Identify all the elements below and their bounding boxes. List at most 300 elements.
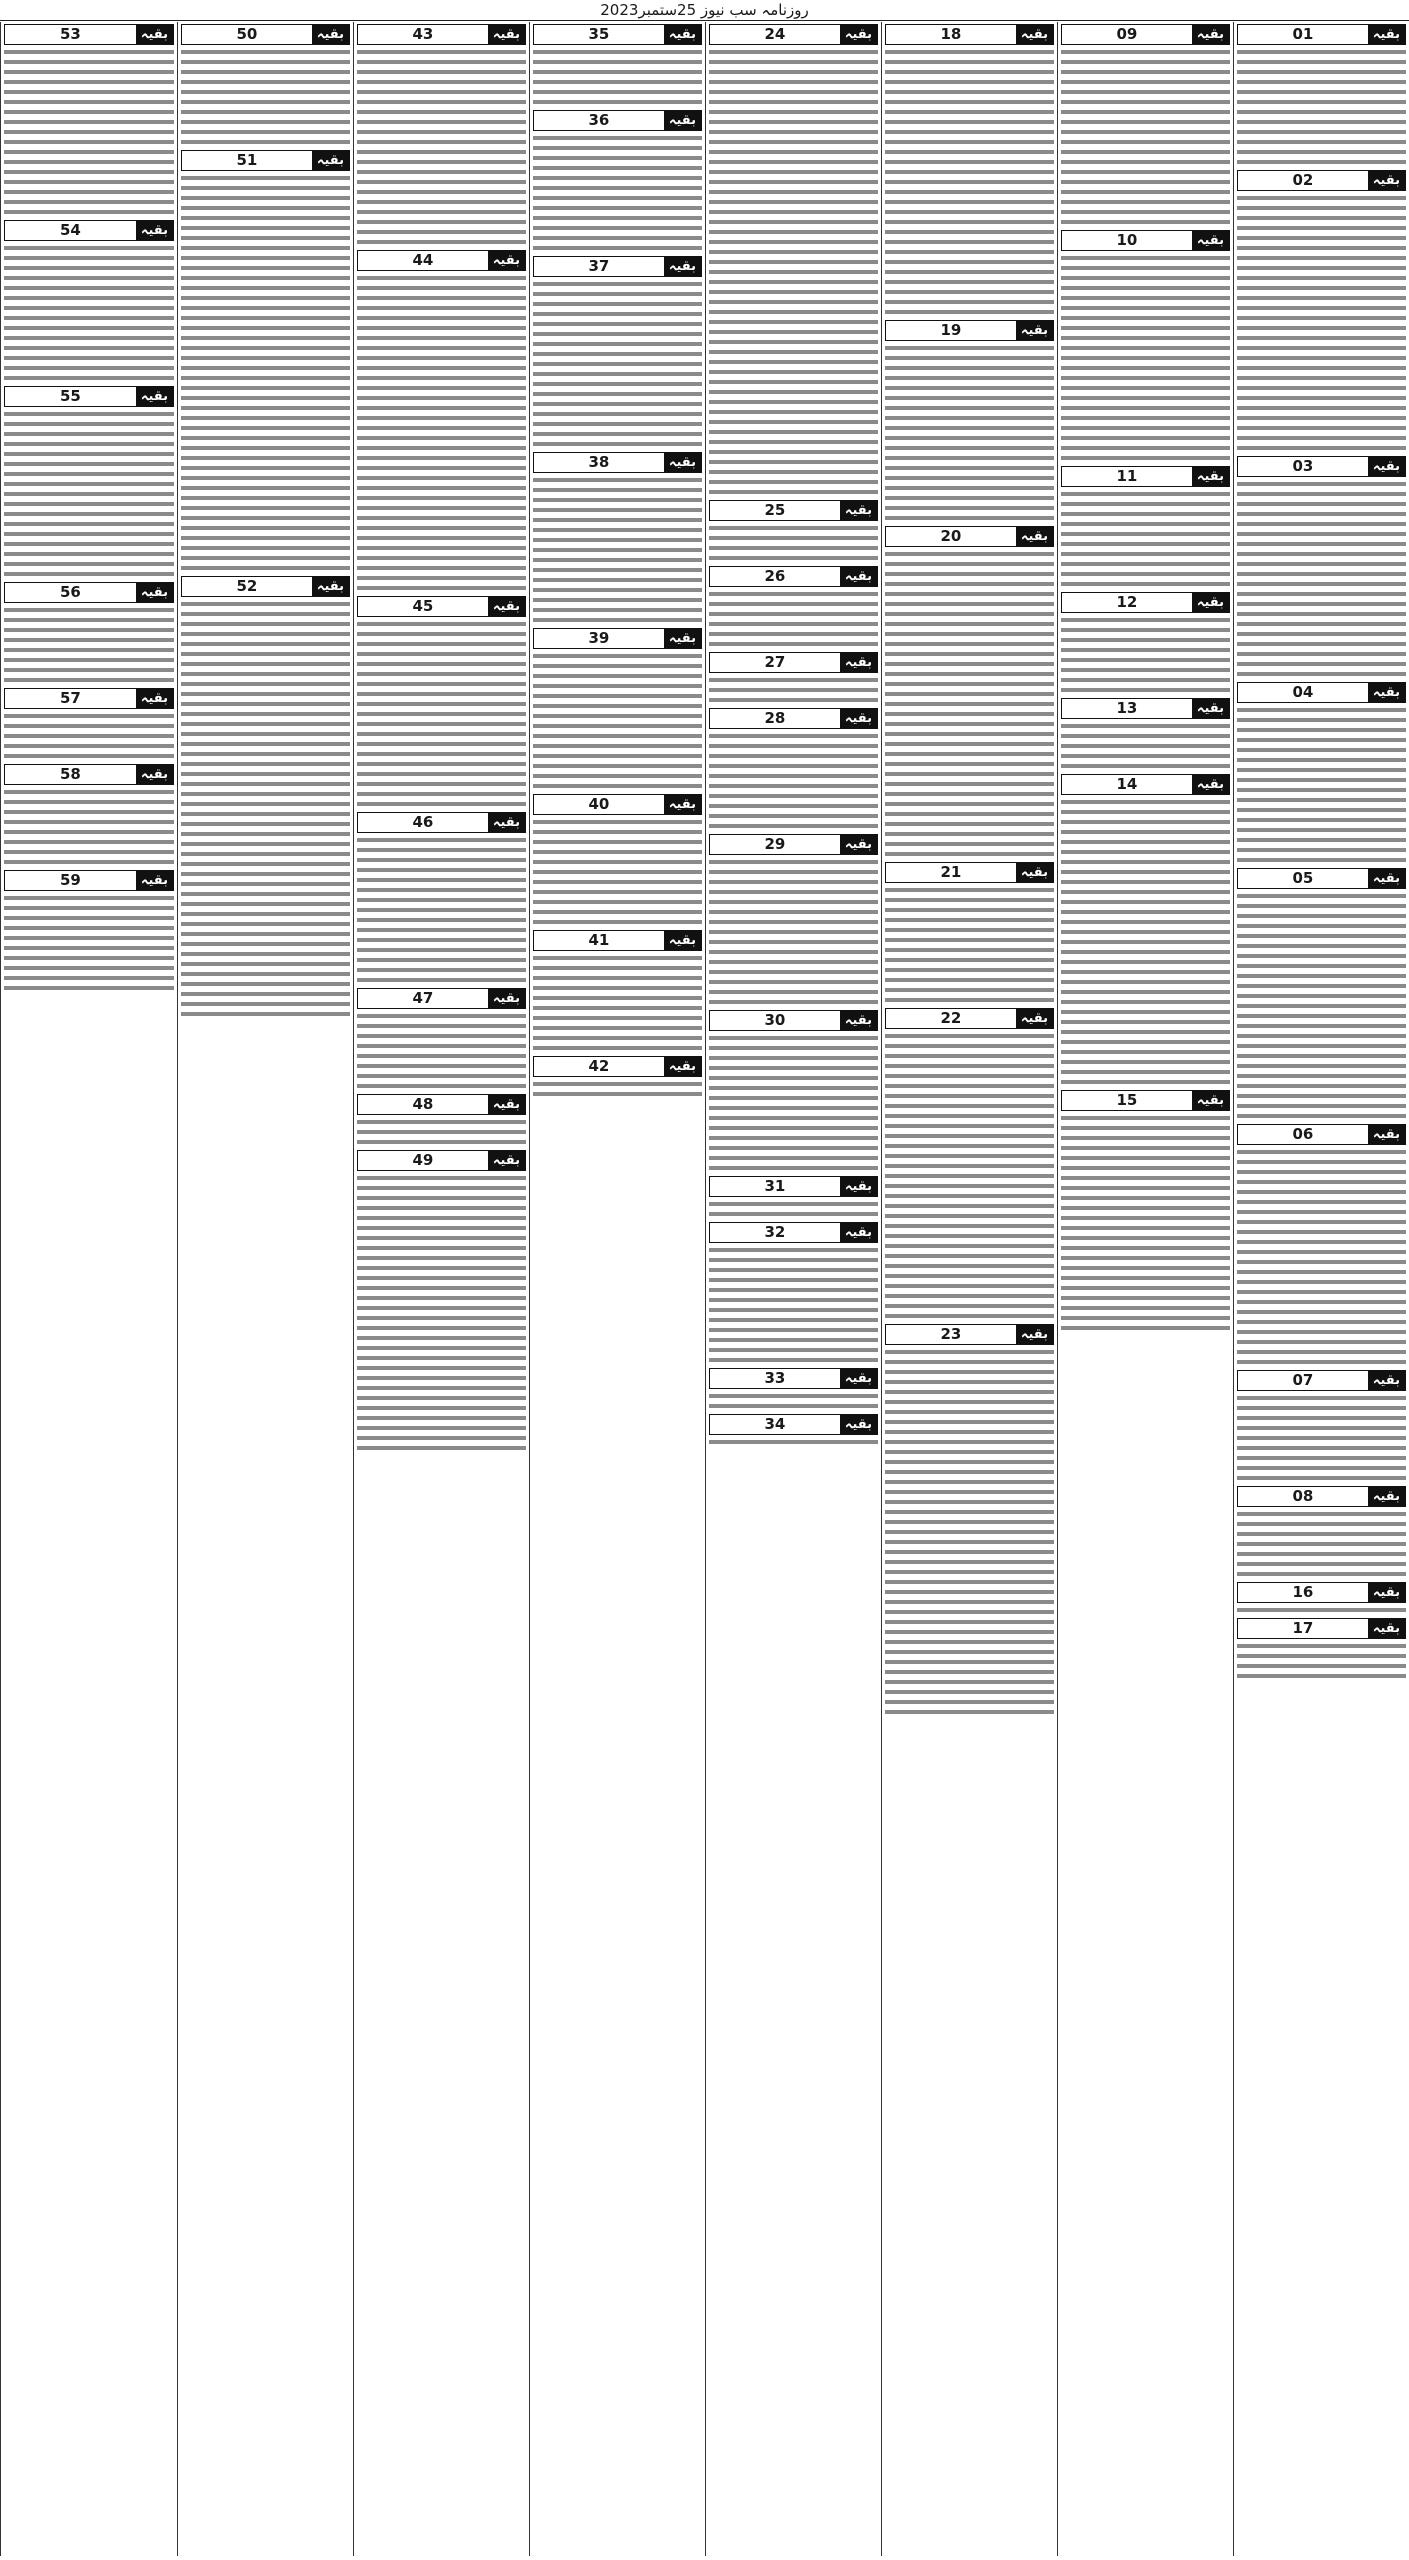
continuation-number: 18 [886, 25, 1016, 44]
baqiya-label: بقیہ [488, 1151, 525, 1170]
continuation-box-41 [533, 930, 702, 1054]
continuation-box-36 [533, 110, 702, 254]
baqiya-label: بقیہ [1368, 1125, 1405, 1144]
article-text-block [885, 344, 1054, 524]
continuation-number: 36 [534, 111, 664, 130]
continuation-number: 37 [534, 257, 664, 276]
article-text-block [885, 886, 1054, 1006]
continuation-header [533, 24, 702, 45]
continuation-number: 47 [358, 989, 488, 1008]
continuation-box-08 [1237, 1486, 1406, 1580]
continuation-number: 26 [710, 567, 840, 586]
continuation-box-09 [1061, 24, 1230, 228]
article-text-block [709, 1392, 878, 1412]
continuation-box-25 [709, 500, 878, 564]
article-text-block [4, 244, 174, 384]
baqiya-label: بقیہ [1016, 527, 1053, 546]
continuation-number: 15 [1062, 1091, 1192, 1110]
baqiya-label: بقیہ [1368, 1487, 1405, 1506]
baqiya-label: بقیہ [664, 795, 701, 814]
baqiya-label: بقیہ [840, 835, 877, 854]
continuation-number: 02 [1238, 171, 1368, 190]
article-text-block [533, 48, 702, 108]
continuation-number: 42 [534, 1057, 664, 1076]
article-text-block [1237, 1642, 1406, 1682]
article-text-block [709, 1438, 878, 1448]
continuation-header [533, 794, 702, 815]
baqiya-label: بقیہ [840, 501, 877, 520]
article-text-block [885, 1032, 1054, 1322]
article-text-block [533, 134, 702, 254]
column-6 [353, 22, 529, 2556]
continuation-header [4, 764, 174, 785]
continuation-header [1237, 1582, 1406, 1603]
continuation-number: 19 [886, 321, 1016, 340]
continuation-number: 45 [358, 597, 488, 616]
baqiya-label: بقیہ [664, 257, 701, 276]
column-3 [881, 22, 1057, 2556]
baqiya-label: بقیہ [1368, 683, 1405, 702]
continuation-box-16 [1237, 1582, 1406, 1616]
continuation-number: 57 [5, 689, 136, 708]
baqiya-label: بقیہ [1016, 863, 1053, 882]
baqiya-label: بقیہ [136, 765, 173, 784]
continuation-number: 01 [1238, 25, 1368, 44]
continuation-number: 13 [1062, 699, 1192, 718]
continuation-box-18 [885, 24, 1054, 318]
masthead-title: روزنامہ سب نیوز 25ستمبر2023 [600, 1, 809, 19]
article-text-block [357, 1174, 526, 1454]
continuation-number: 46 [358, 813, 488, 832]
continuation-number: 53 [5, 25, 136, 44]
baqiya-label: بقیہ [136, 583, 173, 602]
baqiya-label: بقیہ [1016, 1325, 1053, 1344]
continuation-number: 59 [5, 871, 136, 890]
continuation-box-57 [4, 688, 174, 762]
article-text-block [709, 48, 878, 498]
continuation-box-34 [709, 1414, 878, 1448]
article-text-block [4, 788, 174, 868]
article-text-block [709, 732, 878, 832]
article-text-block [1237, 48, 1406, 168]
continuation-number: 34 [710, 1415, 840, 1434]
continuation-header [533, 1056, 702, 1077]
baqiya-label: بقیہ [664, 25, 701, 44]
continuation-box-46 [357, 812, 526, 986]
article-text-block [357, 1012, 526, 1092]
continuation-number: 33 [710, 1369, 840, 1388]
baqiya-label: بقیہ [664, 453, 701, 472]
continuation-box-35 [533, 24, 702, 108]
continuation-number: 58 [5, 765, 136, 784]
baqiya-label: بقیہ [1368, 1371, 1405, 1390]
article-text-block [1061, 48, 1230, 228]
article-text-block [4, 410, 174, 580]
baqiya-label: بقیہ [312, 25, 349, 44]
continuation-header [1237, 456, 1406, 477]
continuation-box-04 [1237, 682, 1406, 866]
continuation-header [357, 988, 526, 1009]
baqiya-label: بقیہ [840, 1177, 877, 1196]
article-text-block [1061, 1114, 1230, 1334]
continuation-header [709, 24, 878, 45]
continuation-header [1237, 1124, 1406, 1145]
continuation-number: 03 [1238, 457, 1368, 476]
continuation-header [533, 452, 702, 473]
baqiya-label: بقیہ [840, 1415, 877, 1434]
continuation-number: 23 [886, 1325, 1016, 1344]
baqiya-label: بقیہ [488, 597, 525, 616]
continuation-header [357, 1150, 526, 1171]
continuation-number: 52 [182, 577, 312, 596]
continuation-header [885, 320, 1054, 341]
article-text-block [1061, 722, 1230, 772]
continuation-header [533, 256, 702, 277]
continuation-header [4, 870, 174, 891]
continuation-header [4, 386, 174, 407]
continuation-header [1061, 1090, 1230, 1111]
continuation-box-10 [1061, 230, 1230, 464]
continuation-header [709, 834, 878, 855]
continuation-number: 38 [534, 453, 664, 472]
continuation-box-33 [709, 1368, 878, 1412]
continuation-box-23 [885, 1324, 1054, 1718]
continuation-header [4, 220, 174, 241]
continuation-header [357, 24, 526, 45]
continuation-header [1237, 1618, 1406, 1639]
article-text-block [1061, 616, 1230, 696]
baqiya-label: بقیہ [664, 1057, 701, 1076]
continuation-number: 30 [710, 1011, 840, 1030]
continuation-number: 41 [534, 931, 664, 950]
continuation-box-02 [1237, 170, 1406, 454]
continuation-box-30 [709, 1010, 878, 1174]
continuation-header [4, 582, 174, 603]
article-text-block [533, 476, 702, 626]
continuation-number: 25 [710, 501, 840, 520]
continuation-number: 24 [710, 25, 840, 44]
article-text-block [357, 836, 526, 986]
continuation-header [885, 1324, 1054, 1345]
continuation-box-15 [1061, 1090, 1230, 1334]
article-text-block [709, 1034, 878, 1174]
continuation-header [1061, 774, 1230, 795]
continuation-box-11 [1061, 466, 1230, 590]
continuation-number: 06 [1238, 1125, 1368, 1144]
baqiya-label: بقیہ [488, 1095, 525, 1114]
continuation-box-13 [1061, 698, 1230, 772]
continuation-header [1061, 698, 1230, 719]
article-text-block [1061, 254, 1230, 464]
article-text-block [885, 550, 1054, 860]
article-text-block [533, 280, 702, 450]
baqiya-label: بقیہ [1192, 1091, 1229, 1110]
article-text-block [357, 620, 526, 810]
article-text-block [357, 48, 526, 248]
baqiya-label: بقیہ [136, 387, 173, 406]
continuation-number: 29 [710, 835, 840, 854]
continuation-number: 49 [358, 1151, 488, 1170]
column-2 [1057, 22, 1233, 2556]
continuation-number: 07 [1238, 1371, 1368, 1390]
continuation-box-26 [709, 566, 878, 650]
continuation-header [4, 688, 174, 709]
continuation-header [181, 576, 350, 597]
continuation-box-54 [4, 220, 174, 384]
continuation-box-03 [1237, 456, 1406, 680]
continuation-box-32 [709, 1222, 878, 1366]
continuation-box-17 [1237, 1618, 1406, 1682]
continuation-number: 50 [182, 25, 312, 44]
continuation-box-19 [885, 320, 1054, 524]
continuation-box-45 [357, 596, 526, 810]
continuation-header [709, 1222, 878, 1243]
continuation-box-55 [4, 386, 174, 580]
continuation-box-01 [1237, 24, 1406, 168]
continuation-box-44 [357, 250, 526, 594]
masthead [0, 0, 1409, 21]
continuation-number: 20 [886, 527, 1016, 546]
continuation-header [709, 1010, 878, 1031]
continuation-number: 31 [710, 1177, 840, 1196]
article-text-block [1237, 1606, 1406, 1616]
article-text-block [1237, 1394, 1406, 1484]
continuation-box-06 [1237, 1124, 1406, 1368]
continuation-box-24 [709, 24, 878, 498]
continuation-number: 51 [182, 151, 312, 170]
article-text-block [709, 524, 878, 564]
continuation-number: 35 [534, 25, 664, 44]
article-text-block [709, 1200, 878, 1220]
article-text-block [357, 1118, 526, 1148]
continuation-box-38 [533, 452, 702, 626]
article-text-block [709, 858, 878, 1008]
continuation-number: 56 [5, 583, 136, 602]
continuation-number: 22 [886, 1009, 1016, 1028]
continuation-header [533, 930, 702, 951]
continuation-number: 14 [1062, 775, 1192, 794]
baqiya-label: بقیہ [488, 989, 525, 1008]
baqiya-label: بقیہ [312, 151, 349, 170]
continuation-header [1237, 868, 1406, 889]
article-text-block [1061, 798, 1230, 1088]
continuation-header [885, 1008, 1054, 1029]
continuation-box-39 [533, 628, 702, 792]
baqiya-label: بقیہ [488, 251, 525, 270]
baqiya-label: بقیہ [840, 1223, 877, 1242]
continuation-header [1237, 1370, 1406, 1391]
continuation-box-27 [709, 652, 878, 706]
continuation-header [1061, 24, 1230, 45]
continuation-number: 43 [358, 25, 488, 44]
continuation-header [181, 24, 350, 45]
continuation-header [357, 1094, 526, 1115]
article-text-block [885, 48, 1054, 318]
baqiya-label: بقیہ [840, 653, 877, 672]
column-5 [529, 22, 705, 2556]
continuation-header [709, 1368, 878, 1389]
article-text-block [181, 48, 350, 148]
continuation-box-22 [885, 1008, 1054, 1322]
continuation-header [709, 708, 878, 729]
continuation-header [1237, 1486, 1406, 1507]
continuation-header [533, 628, 702, 649]
continuation-box-37 [533, 256, 702, 450]
continuation-number: 39 [534, 629, 664, 648]
continuation-header [533, 110, 702, 131]
continuation-header [357, 596, 526, 617]
article-text-block [1237, 194, 1406, 454]
baqiya-label: بقیہ [1192, 25, 1229, 44]
baqiya-label: بقیہ [664, 111, 701, 130]
article-text-block [4, 712, 174, 762]
continuation-header [357, 812, 526, 833]
continuation-number: 08 [1238, 1487, 1368, 1506]
continuation-box-40 [533, 794, 702, 928]
continuation-header [181, 150, 350, 171]
article-text-block [709, 1246, 878, 1366]
continuation-number: 04 [1238, 683, 1368, 702]
baqiya-label: بقیہ [1368, 457, 1405, 476]
continuation-box-59 [4, 870, 174, 994]
continuation-box-31 [709, 1176, 878, 1220]
continuation-header [885, 24, 1054, 45]
continuation-number: 32 [710, 1223, 840, 1242]
article-text-block [357, 274, 526, 594]
continuation-number: 55 [5, 387, 136, 406]
continuation-number: 40 [534, 795, 664, 814]
continuation-number: 09 [1062, 25, 1192, 44]
article-text-block [1237, 892, 1406, 1122]
baqiya-label: بقیہ [136, 25, 173, 44]
baqiya-label: بقیہ [840, 1369, 877, 1388]
continuation-box-29 [709, 834, 878, 1008]
continuation-number: 21 [886, 863, 1016, 882]
continuation-header [709, 1414, 878, 1435]
baqiya-label: بقیہ [1368, 25, 1405, 44]
continuation-number: 44 [358, 251, 488, 270]
continuation-box-48 [357, 1094, 526, 1148]
baqiya-label: بقیہ [488, 813, 525, 832]
baqiya-label: بقیہ [840, 709, 877, 728]
continuation-header [1237, 682, 1406, 703]
continuation-box-47 [357, 988, 526, 1092]
baqiya-label: بقیہ [1016, 25, 1053, 44]
continuation-header [885, 526, 1054, 547]
continuation-box-14 [1061, 774, 1230, 1088]
baqiya-label: بقیہ [1192, 775, 1229, 794]
article-text-block [709, 590, 878, 650]
baqiya-label: بقیہ [1192, 593, 1229, 612]
continuation-number: 54 [5, 221, 136, 240]
baqiya-label: بقیہ [1192, 699, 1229, 718]
continuation-box-42 [533, 1056, 702, 1100]
continuation-number: 27 [710, 653, 840, 672]
baqiya-label: بقیہ [488, 25, 525, 44]
continuation-box-51 [181, 150, 350, 574]
continuation-box-07 [1237, 1370, 1406, 1484]
continuation-number: 11 [1062, 467, 1192, 486]
article-text-block [4, 894, 174, 994]
continuation-box-58 [4, 764, 174, 868]
column-4 [705, 22, 881, 2556]
article-text-block [1061, 490, 1230, 590]
article-text-block [709, 676, 878, 706]
continuation-header [1061, 466, 1230, 487]
continuation-number: 48 [358, 1095, 488, 1114]
article-text-block [885, 1348, 1054, 1718]
continuation-header [709, 566, 878, 587]
continuation-number: 28 [710, 709, 840, 728]
continuation-number: 16 [1238, 1583, 1368, 1602]
baqiya-label: بقیہ [136, 871, 173, 890]
continuation-header [709, 1176, 878, 1197]
continuation-box-52 [181, 576, 350, 1020]
continuation-box-20 [885, 526, 1054, 860]
continuation-box-12 [1061, 592, 1230, 696]
baqiya-label: بقیہ [840, 567, 877, 586]
article-text-block [533, 652, 702, 792]
article-text-block [533, 1080, 702, 1100]
article-text-block [4, 606, 174, 686]
continuation-box-21 [885, 862, 1054, 1006]
baqiya-label: بقیہ [664, 629, 701, 648]
continuation-box-56 [4, 582, 174, 686]
continuation-header [709, 500, 878, 521]
baqiya-label: بقیہ [136, 221, 173, 240]
baqiya-label: بقیہ [1016, 1009, 1053, 1028]
continuation-number: 12 [1062, 593, 1192, 612]
baqiya-label: بقیہ [1192, 231, 1229, 250]
baqiya-label: بقیہ [1368, 1583, 1405, 1602]
baqiya-label: بقیہ [840, 1011, 877, 1030]
continuation-number: 17 [1238, 1619, 1368, 1638]
article-text-block [4, 48, 174, 218]
baqiya-label: بقیہ [136, 689, 173, 708]
baqiya-label: بقیہ [664, 931, 701, 950]
article-text-block [1237, 480, 1406, 680]
column-7 [177, 22, 353, 2556]
baqiya-label: بقیہ [1368, 171, 1405, 190]
baqiya-label: بقیہ [1192, 467, 1229, 486]
continuation-box-50 [181, 24, 350, 148]
article-text-block [181, 600, 350, 1020]
article-text-block [533, 954, 702, 1054]
continuation-box-43 [357, 24, 526, 248]
article-text-block [181, 174, 350, 574]
article-text-block [1237, 1148, 1406, 1368]
baqiya-label: بقیہ [1368, 1619, 1405, 1638]
baqiya-label: بقیہ [312, 577, 349, 596]
continuation-header [1061, 592, 1230, 613]
continuation-header [885, 862, 1054, 883]
baqiya-label: بقیہ [1368, 869, 1405, 888]
continuation-box-28 [709, 708, 878, 832]
continuation-box-53 [4, 24, 174, 218]
continuation-number: 10 [1062, 231, 1192, 250]
continuation-header [357, 250, 526, 271]
continuation-box-49 [357, 1150, 526, 1454]
continuation-header [1237, 24, 1406, 45]
continuation-header [1237, 170, 1406, 191]
continuation-header [4, 24, 174, 45]
article-text-block [1237, 1510, 1406, 1580]
continuation-box-05 [1237, 868, 1406, 1122]
baqiya-label: بقیہ [1016, 321, 1053, 340]
baqiya-label: بقیہ [840, 25, 877, 44]
continuation-header [709, 652, 878, 673]
continuation-number: 05 [1238, 869, 1368, 888]
